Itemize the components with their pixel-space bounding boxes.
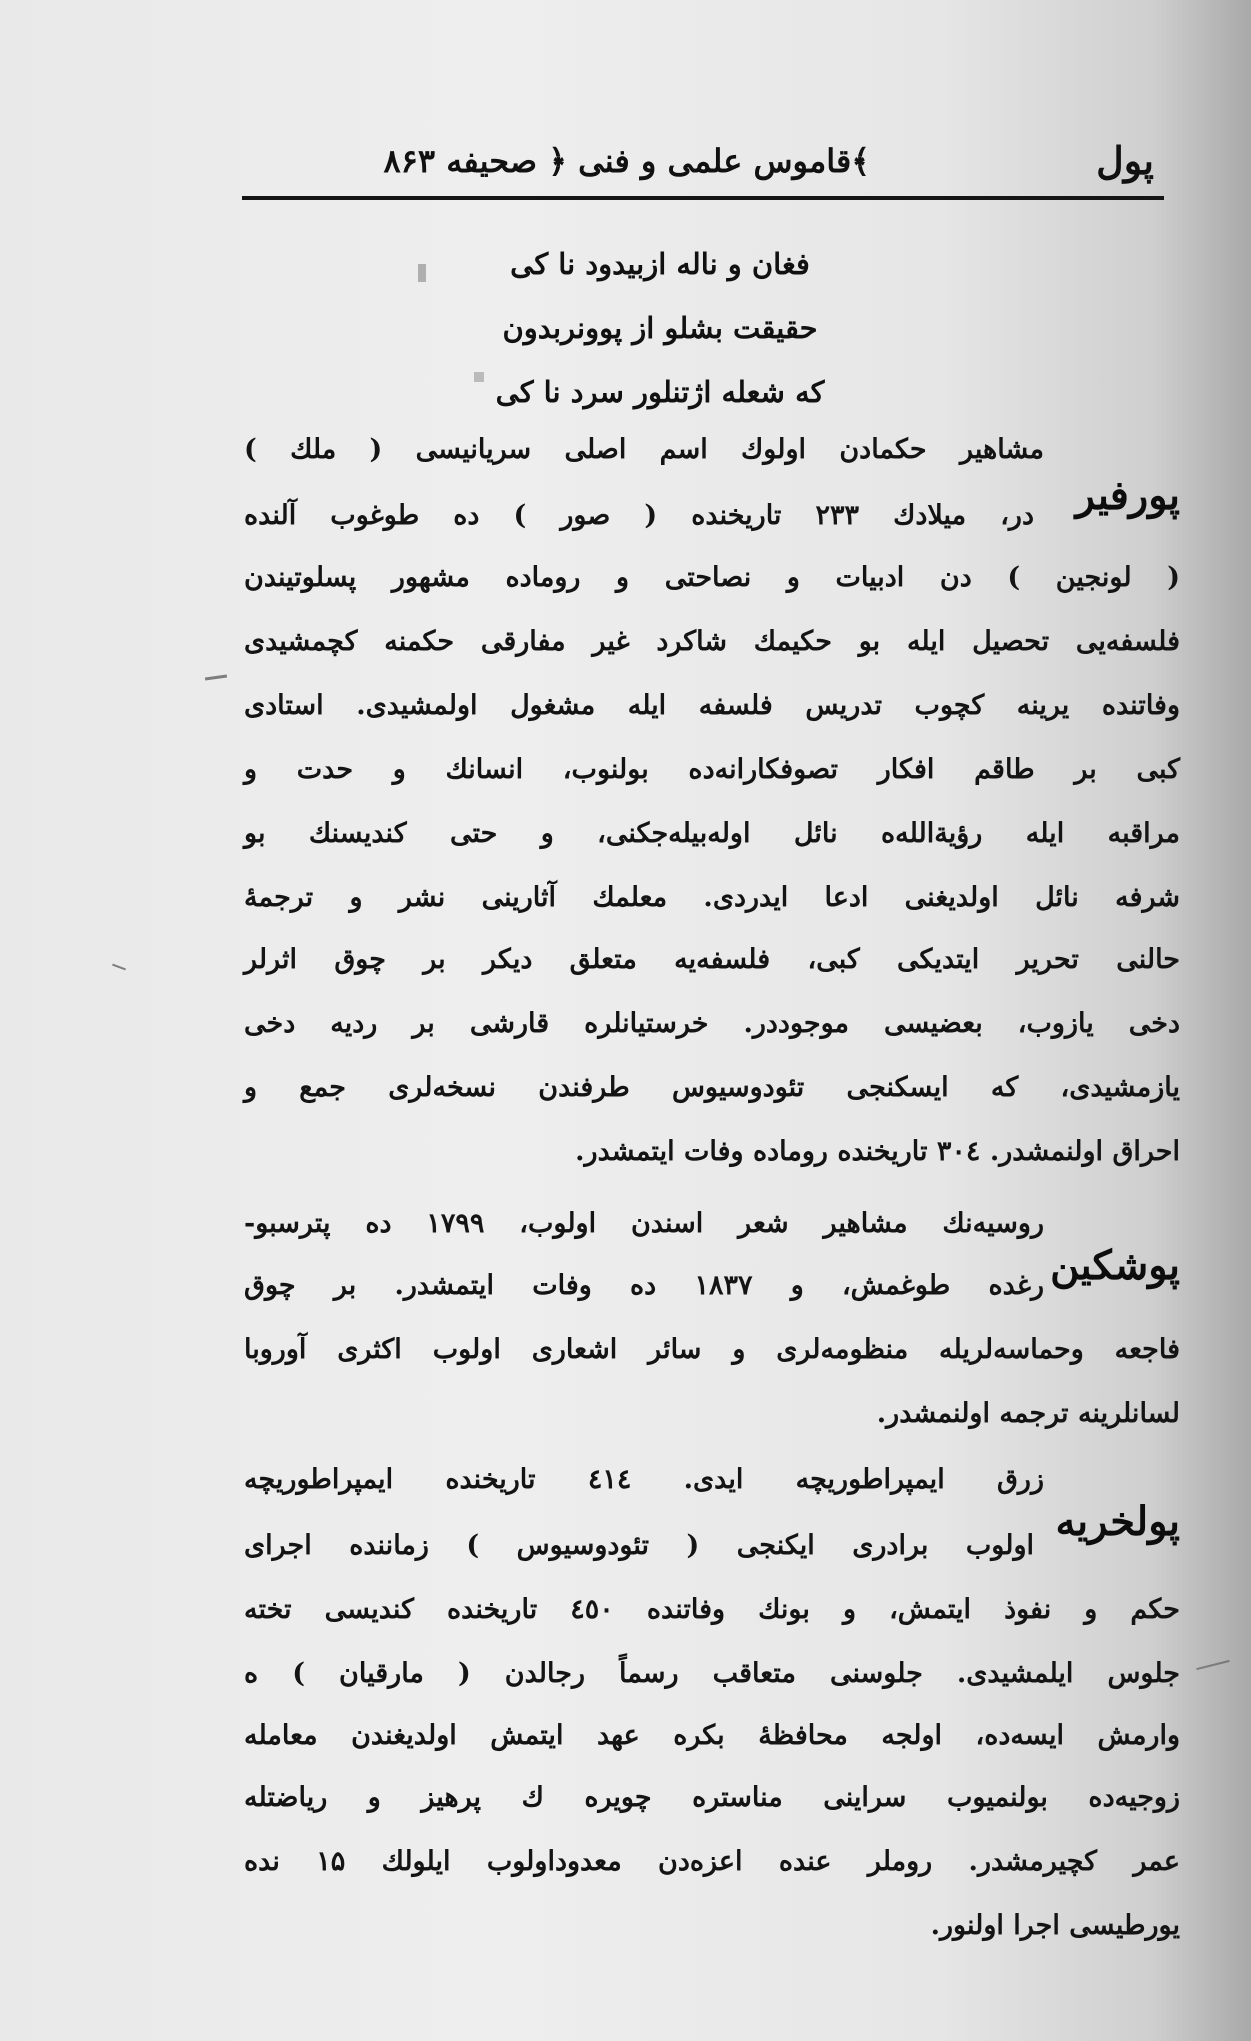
entry-line: مشاهير حكمادن اولوك اسم اصلى سريانيسى ( ملك )	[244, 434, 1044, 465]
entry-line: يازمشيدى، كه ايسكنجى تئودوسيوس طرفندن نسخه‌لرى جمع و	[244, 1072, 1180, 1103]
scan-speck	[1196, 1660, 1229, 1670]
entry-porphyry	[244, 420, 1180, 1180]
poem-verse-3: كه شعله اژتنلور سرد نا كى	[495, 375, 825, 409]
entry-headword: پولخريه	[1055, 1498, 1180, 1545]
entry-line: عمر كچيرمشدر. روملر عنده اعزه‌دن معدوداولوب ايلولك ۱۵ نده	[244, 1846, 1181, 1877]
entry-line: وارمش ايسه‌ده، اولجه محافظهٔ بكره عهد ايتمش اولديغندن معامله	[244, 1720, 1180, 1751]
entry-line: يورطيسى اجرا اولنور.	[930, 1910, 1180, 1941]
entry-pulcheria	[244, 1456, 1180, 1966]
entry-line: در، ميلادك ۲۳۳ تاريخنده ( صور ) ده طوغوب آلنده	[244, 500, 1034, 531]
entry-line: شرفه نائل اولديغنى ادعا ايدردى. معلمك آثارينى نشر و ترجمهٔ	[244, 882, 1180, 913]
entry-line: جلوس ايلمشيدى. جلوسنى متعاقب رسماً رجالدن ( مارقيان ) ه	[244, 1658, 1180, 1689]
entry-line: فلسفه‌يى تحصيل ايله بو حكيمك شاكرد غير مفارقى حكمنه كچمشيدى	[244, 626, 1180, 657]
scan-speck	[474, 372, 484, 382]
entry-line: زوجيه‌ده بولنميوب سراينى مناستره چويره ك پرهيز و رياضتله	[244, 1782, 1180, 1813]
entry-line: وفاتنده يرينه كچوب تدريس فلسفه ايله مشغول اولمشيدى. استادى	[244, 690, 1180, 721]
entry-line: فاجعه وحماسه‌لريله منظومه‌لرى و سائر اشعارى اولوب اكثرى آوروبا	[244, 1334, 1180, 1365]
entry-line: زرق ايمپراطوريچه ايدى. ٤١٤ تاريخنده ايمپراطوريچه	[244, 1464, 1045, 1495]
poem-block	[380, 232, 940, 424]
entry-line: ( لونجين ) دن ادبيات و نصاحتى و روماده مشهور پسلوتيندن	[244, 562, 1180, 593]
scan-speck	[112, 964, 126, 971]
page-header	[240, 138, 1170, 200]
header-running-title: ﴾قاموس علمى و فنى ﴿ صحيفه ۸۶۳	[383, 142, 870, 180]
entry-headword: پورفير	[1075, 472, 1180, 519]
entry-line: لسانلرينه ترجمه اولنمشدر.	[876, 1398, 1180, 1429]
entry-line: مراقبه ايله رؤية‌الله‌ه نائل اوله‌بيله‌جكنى، و حتى كنديسنك بو	[244, 818, 1180, 849]
entry-line: كبى بر طاقم افكار تصوفكارانه‌ده بولنوب، انسانك و حدت و	[244, 754, 1180, 785]
entry-pushkin	[244, 1204, 1180, 1444]
entry-line: دخى يازوب، بعضيسى موجوددر. خرستيانلره قارشى بر رديه دخى	[244, 1008, 1180, 1039]
entry-line: حالنى تحرير ايتديكى كبى، فلسفه‌يه متعلق ديكر بر چوق اثرلر	[244, 944, 1180, 975]
entry-line: احراق اولنمشدر. ۳۰٤ تاريخنده روماده وفات ايتمشدر.	[575, 1136, 1180, 1167]
header-rule	[242, 196, 1164, 200]
entry-line: رغده طوغمش، و ۱۸۳۷ ده وفات ايتمشدر. بر چوق	[244, 1270, 1044, 1301]
scan-speck	[205, 674, 227, 680]
header-page-word: پول	[1096, 138, 1154, 183]
scan-speck	[418, 264, 426, 282]
entry-headword: پوشكين	[1050, 1242, 1180, 1289]
entry-line: روسيه‌نك مشاهير شعر اسندن اولوب، ۱۷۹۹ ده پترسبو-	[244, 1208, 1044, 1239]
entry-line: حكم و نفوذ ايتمش، و بونك وفاتنده ٤٥٠ تاريخنده كنديسى تخته	[244, 1594, 1180, 1625]
poem-verse-2: حقيقت بشلو از پوونربدون	[502, 311, 818, 345]
poem-verse-1: فغان و ناله ازبيدود نا كى	[510, 247, 810, 281]
entry-line: اولوب برادرى ايكنجى ( تئودوسيوس ) زماننده اجراى	[244, 1530, 1034, 1561]
